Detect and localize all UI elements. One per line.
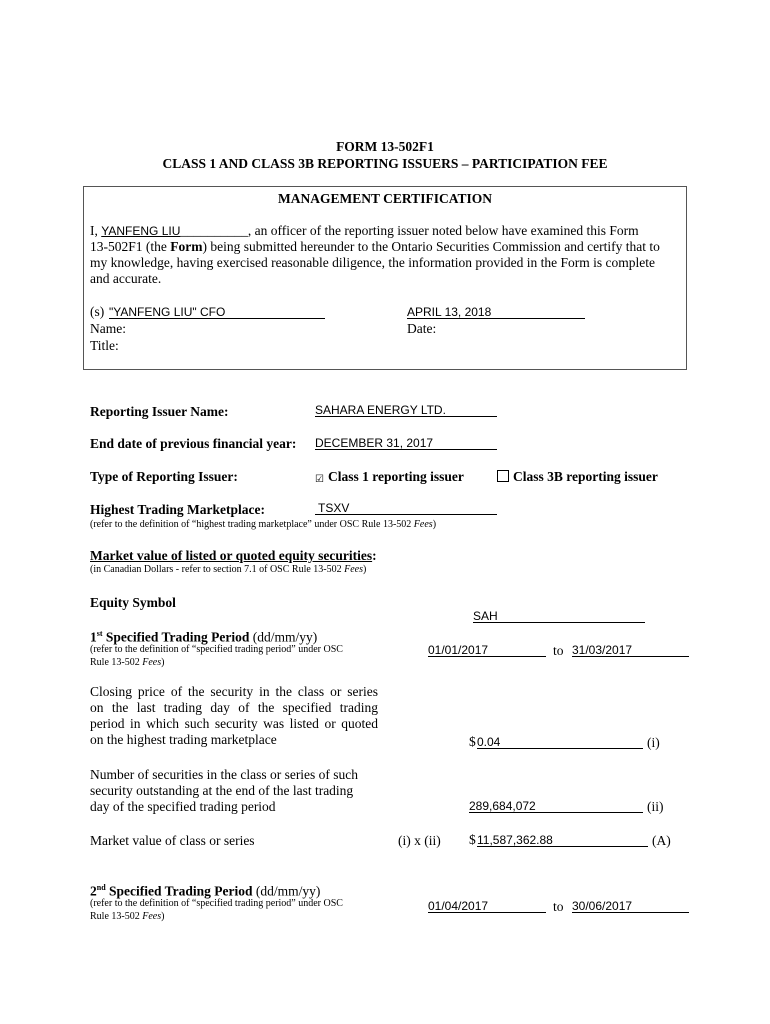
class3b-label: Class 3B reporting issuer — [513, 469, 658, 484]
officer-name-blank: __________ — [180, 223, 248, 238]
period1-num: 1 — [90, 629, 97, 645]
period2-format: (dd/mm/yy) — [252, 883, 321, 899]
closing-price-line-4: on the highest trading marketplace — [90, 732, 277, 747]
market-value-note-text: (in Canadian Dollars - refer to section 7.1 of OSC Rule 13-502 — [90, 564, 345, 575]
shares-field[interactable] — [469, 797, 643, 813]
period1-note-fees: Fees — [142, 657, 162, 668]
period2-to-word: to — [553, 899, 564, 914]
period2-note-close: ) — [161, 911, 165, 922]
market-value-note-fees: Fees — [344, 564, 364, 575]
closing-price-line-2: on the last trading day of the specified trading — [90, 700, 378, 715]
period2-num: 2 — [90, 883, 97, 899]
certification-form-term: Form — [170, 239, 203, 254]
certification-text-1: , an officer of the reporting issuer noted below have examined this Form — [247, 223, 639, 238]
certification-line-4: and accurate. — [90, 271, 162, 286]
issuer-name-field[interactable] — [315, 401, 497, 417]
shares-line-1: Number of securities in the class or series of such — [90, 767, 359, 782]
period2-to-field[interactable] — [572, 897, 689, 913]
period1-to-field[interactable] — [572, 641, 689, 657]
date-label: Date: — [407, 321, 437, 336]
period2-note-2 — [90, 910, 164, 923]
class1-label: Class 1 reporting issuer — [327, 469, 464, 484]
marketplace-field[interactable] — [315, 499, 497, 515]
end-date-label: End date of previous financial year: — [90, 436, 297, 451]
issuer-name-label: Reporting Issuer Name: — [90, 404, 229, 419]
certification-text-2c: ) being submitted hereunder to the Ontario Securities Commission and certify that to — [202, 239, 660, 254]
market-value-formula: (i) x (ii) — [398, 833, 441, 848]
period2-note-fees: Fees — [142, 911, 162, 922]
period1-to-word: to — [553, 643, 564, 658]
period2-from-field[interactable] — [428, 897, 546, 913]
equity-symbol-label: Equity Symbol — [90, 595, 176, 610]
marketplace-label: Highest Trading Marketplace: — [90, 502, 265, 517]
end-date-field[interactable] — [315, 434, 497, 450]
period2-note-1: (refer to the definition of “specified trading period” under OSC — [90, 898, 343, 909]
market-value-heading — [90, 548, 377, 564]
signature-value: "YANFENG LIU" CFO — [109, 305, 226, 319]
period2-note-rule: Rule 13-502 — [90, 911, 143, 922]
form-title: CLASS 1 AND CLASS 3B REPORTING ISSUERS – PARTICIPATION FEE — [162, 156, 608, 171]
shares-ref: (ii) — [647, 799, 664, 814]
closing-price-label — [90, 684, 378, 748]
market-value-heading-colon: : — [372, 548, 377, 563]
market-value-label: Market value of class or series — [90, 833, 255, 848]
period1-from-field[interactable] — [428, 641, 546, 657]
market-value-note-close: ) — [363, 564, 367, 575]
equity-symbol-value: SAH — [473, 609, 498, 623]
closing-price-value: 0.04 — [477, 735, 501, 749]
period1-from-value: 01/01/2017 — [428, 643, 489, 657]
closing-price-ref: (i) — [647, 735, 660, 750]
period1-note-close: ) — [161, 657, 165, 668]
closing-price-line-1: Closing price of the security in the class or series — [90, 684, 378, 699]
shares-line-2: security outstanding at the end of the last trading — [90, 783, 354, 798]
period2-to-value: 30/06/2017 — [572, 899, 633, 913]
signature-prefix: (s) — [90, 304, 105, 319]
certification-line-2 — [90, 239, 660, 255]
period1-note-1: (refer to the definition of “specified trading period” under OSC — [90, 644, 343, 655]
market-value-field[interactable] — [477, 831, 648, 847]
market-value-currency: $ — [469, 832, 476, 847]
equity-symbol-field[interactable] — [473, 607, 645, 623]
marketplace-note-fees: Fees — [413, 519, 433, 530]
market-value-heading-text: Market value of listed or quoted equity securities — [90, 548, 373, 563]
class1-option[interactable] — [315, 469, 464, 485]
closing-price-currency: $ — [469, 734, 476, 749]
period1-note-rule: Rule 13-502 — [90, 657, 143, 668]
market-value-note — [90, 563, 366, 576]
shares-value: 289,684,072 — [469, 799, 536, 813]
period1-label: Specified Trading Period — [102, 629, 250, 645]
shares-label — [90, 767, 380, 815]
market-value-ref: (A) — [652, 833, 671, 848]
end-date-value: DECEMBER 31, 2017 — [315, 436, 434, 450]
marketplace-note — [90, 518, 436, 531]
certification-text-2a: 13-502F1 (the — [90, 239, 171, 254]
market-value-value: 11,587,362.88 — [477, 833, 553, 847]
period1-note-2 — [90, 656, 164, 669]
name-label: Name: — [90, 321, 126, 336]
i-prefix: I, — [90, 223, 98, 238]
certification-heading: MANAGEMENT CERTIFICATION — [278, 191, 492, 206]
certification-line-1 — [90, 223, 682, 239]
title-label: Title: — [90, 338, 119, 353]
form-number: FORM 13-502F1 — [336, 139, 434, 154]
officer-name-field[interactable]: YANFENG LIU — [101, 224, 181, 238]
signature-field[interactable] — [109, 303, 325, 319]
period2-from-value: 01/04/2017 — [428, 899, 489, 913]
certification-line-3: my knowledge, having exercised reasonable diligence, the information provided in the Form is complete — [90, 255, 655, 270]
marketplace-note-close: ) — [432, 519, 437, 530]
issuer-name-value: SAHARA ENERGY LTD. — [315, 403, 446, 417]
period2-label: Specified Trading Period — [105, 883, 253, 899]
closing-price-line-3: period in which such security was listed or quoted — [90, 716, 378, 731]
class3b-checkbox-icon[interactable] — [497, 470, 509, 482]
marketplace-value: TSXV — [318, 501, 350, 515]
date-value: APRIL 13, 2018 — [407, 305, 492, 319]
period1-format: (dd/mm/yy) — [249, 629, 318, 645]
closing-price-field[interactable] — [477, 733, 643, 749]
period1-to-value: 31/03/2017 — [572, 643, 633, 657]
marketplace-note-text: (refer to the definition of “highest trading marketplace” under OSC Rule 13-502 — [90, 519, 414, 530]
class1-checkbox-icon[interactable]: ☑ — [315, 474, 324, 485]
issuer-type-label: Type of Reporting Issuer: — [90, 469, 238, 484]
class3b-option[interactable] — [497, 469, 658, 485]
period1-sup: st — [96, 629, 103, 638]
shares-line-3: day of the specified trading period — [90, 799, 276, 814]
date-field[interactable] — [407, 303, 585, 319]
period2-sup: nd — [96, 883, 106, 892]
certification-box — [83, 186, 687, 370]
